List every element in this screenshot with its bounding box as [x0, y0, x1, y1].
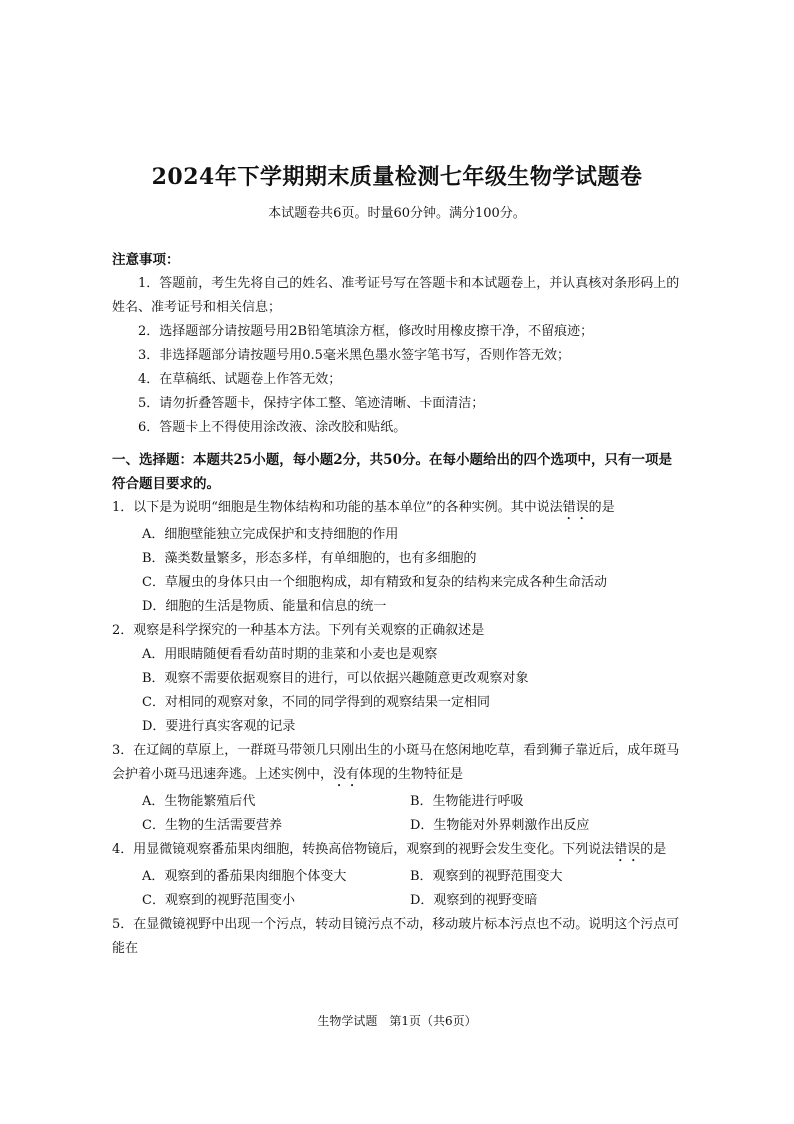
page-title: 2024年下学期期末质量检测七年级生物学试题卷	[151, 164, 643, 190]
question-1-option-b: B．藻类数量繁多，形态多样，有单细胞的，也有多细胞的	[142, 551, 477, 566]
question-4-stem: 4．用显微镜观察番茄果肉细胞，转换高倍物镜后，观察到的视野会发生变化。下列说法错误的是	[112, 842, 667, 857]
question-4-options-row	[112, 865, 684, 889]
question-2-option-d: D．要进行真实客观的记录	[142, 719, 296, 734]
exam-content	[112, 248, 684, 961]
question-3-stem: 3．在辽阔的草原上，一群斑马带领几只刚出生的小斑马在悠闲地吃草，看到狮子靠近后，成年斑马会护着小斑马迅速奔逃。上述实例中，没有体现的生物特征是	[112, 743, 680, 782]
page-footer: 生物学试题 第1页（共6页）	[317, 1014, 477, 1028]
note-item: 2．选择题部分请按题号用2B铅笔填涂方框，修改时用橡皮擦干净，不留痕迹；	[138, 324, 594, 339]
question-1-option-d: D．细胞的生活是物质、能量和信息的统一	[142, 599, 387, 614]
emphasis-text: 错误	[562, 500, 589, 515]
question-4-option-d: D．观察到的视野变暗	[410, 893, 538, 908]
note-item: 1．答题前，考生先将自己的姓名、准考证号写在答题卡和本试题卷上，并认真核对条形码上的姓名、准考证号和相关信息；	[112, 276, 680, 315]
question-3-option-c: C．生物的生活需要营养	[142, 818, 282, 833]
question-4-options-row	[112, 889, 684, 913]
question-2-option-b: B．观察不需要依据观察目的进行，可以依据兴趣随意更改观察对象	[142, 671, 529, 686]
question-3-options-row	[112, 814, 684, 838]
emphasis-text: 没有	[333, 767, 360, 782]
question-3-option-b: B．生物能进行呼吸	[410, 794, 524, 809]
note-item: 3．非选择题部分请按题号用0.5毫米黑色墨水签字笔书写，否则作答无效；	[138, 348, 570, 363]
note-item: 6．答题卡上不得使用涂改液、涂改胶和贴纸。	[138, 420, 407, 435]
question-3-option-d: D．生物能对外界刺激作出反应	[410, 818, 590, 833]
note-item: 4．在草稿纸、试题卷上作答无效；	[138, 372, 342, 387]
question-1-option-a: A．细胞壁能独立完成保护和支持细胞的作用	[142, 527, 399, 542]
note-item: 5．请勿折叠答题卡，保持字体工整、笔迹清晰、卡面清洁；	[138, 396, 485, 411]
question-2-stem: 2．观察是科学探究的一种基本方法。下列有关观察的正确叙述是	[112, 623, 485, 638]
question-4-option-b: B．观察到的视野范围变大	[410, 869, 563, 884]
section-heading: 一、选择题：本题共25小题，每小题2分，共50分。在每小题给出的四个选项中，只有一项是符合题目要求的。	[112, 452, 672, 492]
question-1-option-c: C．草履虫的身体只由一个细胞构成，却有精致和复杂的结构来完成各种生命活动	[142, 575, 607, 590]
question-5-stem: 5．在显微镜视野中出现一个污点，转动目镜污点不动，移动玻片标本污点也不动。说明这个污点可能在	[112, 917, 680, 956]
notes-heading: 注意事项：	[112, 252, 180, 268]
question-4-option-a: A．观察到的番茄果肉细胞个体变大	[142, 869, 347, 884]
emphasis-text: 错误	[614, 842, 641, 857]
question-4-option-c: C．观察到的视野范围变小	[142, 893, 295, 908]
question-2-option-a: A．用眼睛随便看看幼苗时期的韭菜和小麦也是观察	[142, 647, 438, 662]
question-1-stem: 1．以下是为说明“细胞是生物体结构和功能的基本单位”的各种实例。其中说法错误的是	[112, 500, 615, 515]
exam-info: 本试题卷共6页。时量60分钟。满分100分。	[268, 206, 526, 221]
question-3-options-row	[112, 790, 684, 814]
question-3-option-a: A．生物能繁殖后代	[142, 794, 256, 809]
question-2-option-c: C．对相同的观察对象，不同的同学得到的观察结果一定相同	[142, 695, 490, 710]
